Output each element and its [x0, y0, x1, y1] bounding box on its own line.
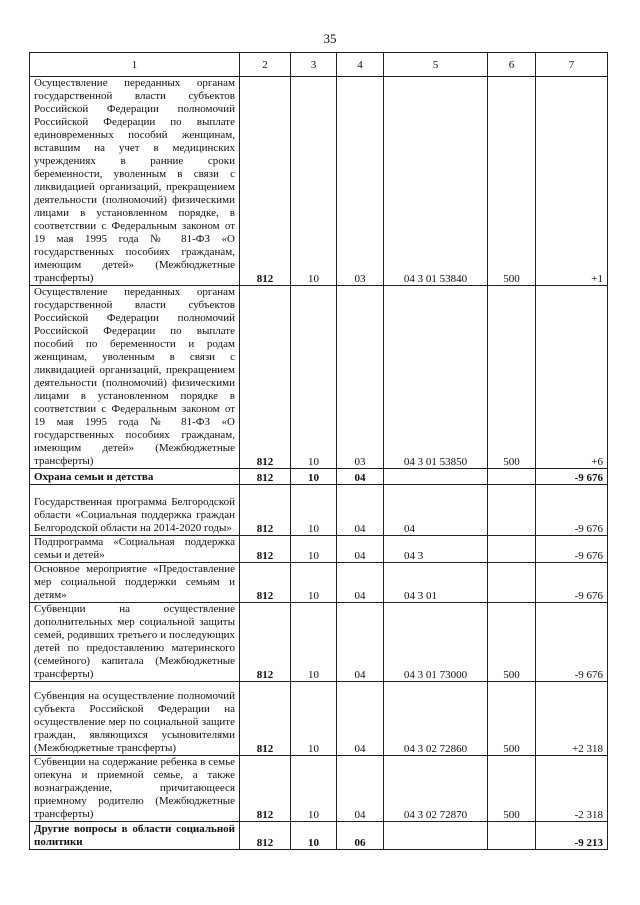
row-expense-type — [488, 469, 536, 485]
row-subsection: 03 — [337, 286, 384, 469]
row-subsection: 04 — [337, 563, 384, 603]
row-ministry-code: 812 — [240, 77, 291, 286]
row-section: 10 — [291, 469, 337, 485]
row-description: Основное мероприятие «Предоставление мер социальной поддержки семьям и детям» — [30, 563, 240, 603]
row-amount: -9 676 — [536, 563, 608, 603]
row-description: Государственная программа Белгородской области «Социальная поддержка граждан Белгородской области на 2014-2020 годы» — [30, 485, 240, 536]
row-target-item: 04 3 01 53840 — [384, 77, 488, 286]
row-ministry-code: 812 — [240, 563, 291, 603]
row-section: 10 — [291, 286, 337, 469]
header-col-1: 1 — [30, 53, 240, 77]
row-section: 10 — [291, 603, 337, 682]
row-amount: +1 — [536, 77, 608, 286]
row-target-item: 04 3 02 72870 — [384, 756, 488, 822]
row-section: 10 — [291, 536, 337, 563]
row-description: Субвенции на содержание ребенка в семье опекуна и приемной семье, а также вознаграждение, причитающееся приемному родителю (Межбюджетные трансферты) — [30, 756, 240, 822]
row-ministry-code: 812 — [240, 822, 291, 850]
table-row — [30, 682, 608, 756]
row-subsection: 06 — [337, 822, 384, 850]
row-description: Субвенции на осуществление дополнительных мер социальной защиты семей, родивших третьего и последующих детей по предоставлению материнского (семейного) капитала (Межбюджетные трансферты) — [30, 603, 240, 682]
table-row — [30, 485, 608, 536]
header-row — [30, 53, 608, 77]
table-row — [30, 756, 608, 822]
row-ministry-code: 812 — [240, 536, 291, 563]
row-target-item: 04 3 02 72860 — [384, 682, 488, 756]
row-target-item: 04 3 01 73000 — [384, 603, 488, 682]
table-row — [30, 469, 608, 485]
row-target-item: 04 3 — [384, 536, 488, 563]
row-description: Охрана семьи и детства — [30, 469, 240, 485]
row-expense-type: 500 — [488, 682, 536, 756]
row-description: Осуществление переданных органам государственной власти субъектов Российской Федерации полномочий Российской Федерации по выплате единовременных пособий женщинам, вставшим на учет в медицинских учреждениях в ранние сроки беременности, уволенным в связи с ликвидацией организаций, прекращением деятельности (полномочий) физическими лицами в установленном порядке, в соответствии с Федеральным законом от 19 мая 1995 года № 81-ФЗ «О государственных пособиях гражданам, имеющим детей» (Межбюджетные трансферты) — [30, 77, 240, 286]
row-expense-type — [488, 563, 536, 603]
header-col-4: 4 — [337, 53, 384, 77]
row-amount: +2 318 — [536, 682, 608, 756]
header-col-5: 5 — [384, 53, 488, 77]
row-amount: -9 676 — [536, 536, 608, 563]
row-section: 10 — [291, 77, 337, 286]
row-amount: -9 213 — [536, 822, 608, 850]
row-target-item — [384, 469, 488, 485]
table-row — [30, 536, 608, 563]
row-expense-type — [488, 822, 536, 850]
row-expense-type: 500 — [488, 77, 536, 286]
row-ministry-code: 812 — [240, 603, 291, 682]
row-target-item: 04 3 01 — [384, 563, 488, 603]
row-expense-type: 500 — [488, 756, 536, 822]
table-row — [30, 286, 608, 469]
row-target-item — [384, 822, 488, 850]
header-col-7: 7 — [536, 53, 608, 77]
row-section: 10 — [291, 563, 337, 603]
header-col-3: 3 — [291, 53, 337, 77]
row-description: Другие вопросы в области социальной политики — [30, 822, 240, 850]
header-col-6: 6 — [488, 53, 536, 77]
row-ministry-code: 812 — [240, 682, 291, 756]
row-expense-type: 500 — [488, 603, 536, 682]
row-expense-type: 500 — [488, 286, 536, 469]
row-expense-type — [488, 485, 536, 536]
row-amount: +6 — [536, 286, 608, 469]
row-subsection: 04 — [337, 682, 384, 756]
row-amount: -9 676 — [536, 603, 608, 682]
row-target-item: 04 — [384, 485, 488, 536]
row-subsection: 04 — [337, 485, 384, 536]
table-row — [30, 822, 608, 850]
row-ministry-code: 812 — [240, 756, 291, 822]
row-description: Подпрограмма «Социальная поддержка семьи и детей» — [30, 536, 240, 563]
row-subsection: 04 — [337, 536, 384, 563]
row-amount: -2 318 — [536, 756, 608, 822]
row-subsection: 04 — [337, 469, 384, 485]
row-subsection: 03 — [337, 77, 384, 286]
row-expense-type — [488, 536, 536, 563]
row-section: 10 — [291, 682, 337, 756]
page-number: 35 — [323, 31, 337, 46]
row-section: 10 — [291, 485, 337, 536]
row-target-item: 04 3 01 53850 — [384, 286, 488, 469]
table-row — [30, 603, 608, 682]
row-subsection: 04 — [337, 756, 384, 822]
row-section: 10 — [291, 756, 337, 822]
row-ministry-code: 812 — [240, 485, 291, 536]
table-row — [30, 77, 608, 286]
header-col-2: 2 — [240, 53, 291, 77]
table-row — [30, 563, 608, 603]
row-description: Субвенция на осуществление полномочий субъекта Российской Федерации на осуществление мер по социальной защите граждан, являющихся усыновителями (Межбюджетные трансферты) — [30, 682, 240, 756]
row-section: 10 — [291, 822, 337, 850]
budget-table — [29, 52, 608, 850]
row-amount: -9 676 — [536, 485, 608, 536]
row-ministry-code: 812 — [240, 469, 291, 485]
row-amount: -9 676 — [536, 469, 608, 485]
row-subsection: 04 — [337, 603, 384, 682]
row-ministry-code: 812 — [240, 286, 291, 469]
row-description: Осуществление переданных органам государственной власти субъектов Российской Федерации полномочий Российской Федерации по выплате пособий по беременности и родам женщинам, уволенным в связи с ликвидацией организаций, прекращением деятельности (полномочий) физическими лицами в установленном порядке в соответствии с Федеральным законом от 19 мая 1995 года № 81-ФЗ «О государственных пособиях гражданам, имеющим детей» (Межбюджетные трансферты) — [30, 286, 240, 469]
